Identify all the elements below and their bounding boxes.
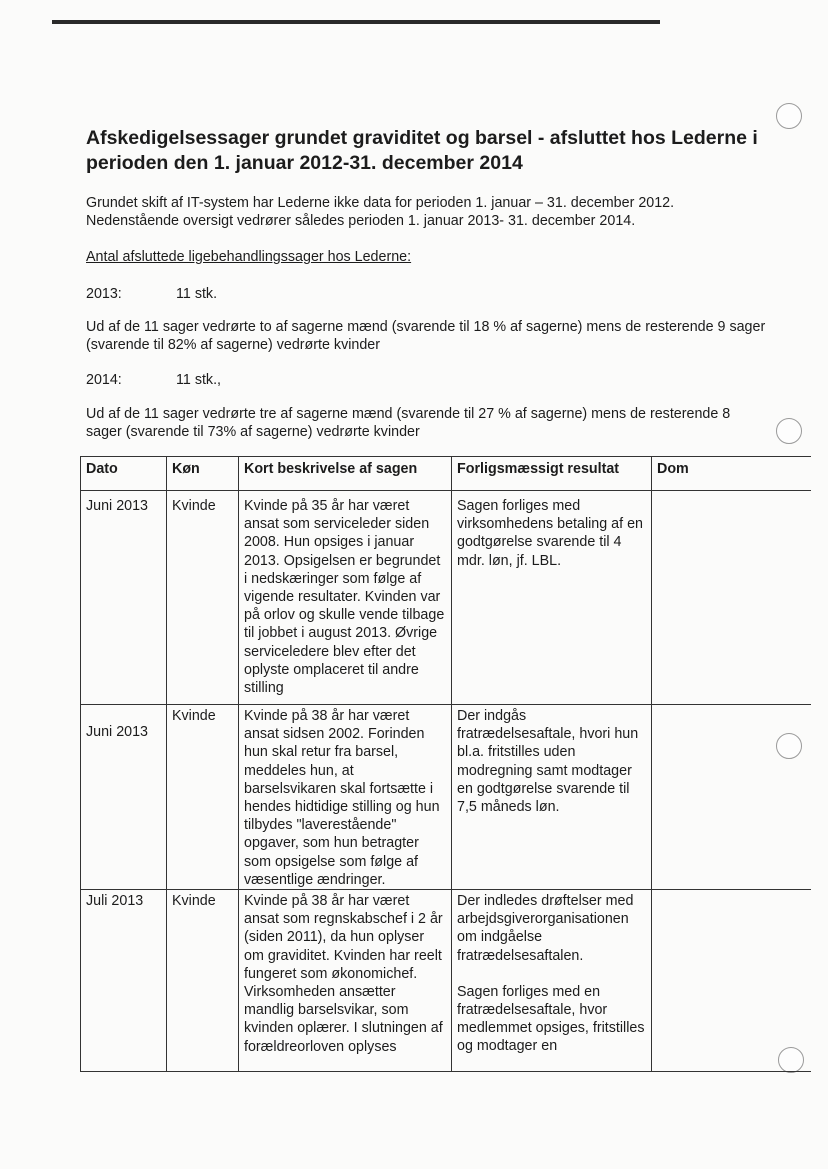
cell-beskrivelse: Kvinde på 38 år har været ansat sidsen 2002. Forinden hun skal retur fra barsel, meddeles hun, at barselsvikaren skal fortsætte i hendes hidtidige stilling og hun tilbydes "laverestående" opgaver, som hun betragter som opsigelse som følge af væsentlige ændringer. <box>239 705 452 890</box>
table-row <box>81 705 811 890</box>
column-header-koen: Køn <box>167 457 239 491</box>
column-header-dato: Dato <box>81 457 167 491</box>
cell-dato: Juli 2013 <box>81 890 167 1072</box>
cell-koen: Kvinde <box>167 890 239 1072</box>
summary-2013: Ud af de 11 sager vedrørte to af sagerne mænd (svarende til 18 % af sagerne) mens de resterende 9 sager (svarende til 82% af sagerne) vedrørte kvinder <box>86 319 766 353</box>
cell-dom <box>652 491 811 705</box>
year-2013-row <box>86 285 218 303</box>
cell-koen: Kvinde <box>167 491 239 705</box>
year-2013-label: 2013: <box>86 286 122 302</box>
cell-resultat-part1: Der indledes drøftelser med arbejdsgiverorganisationen om indgåelse fratrædelsesaftalen. <box>457 893 634 964</box>
year-2013-count: 11 stk. <box>176 286 218 302</box>
cell-dato: Juni 2013 <box>81 705 167 890</box>
table-row <box>81 491 811 705</box>
year-2014-row <box>86 371 222 389</box>
column-header-resultat: Forligsmæssigt resultat <box>452 457 652 491</box>
punch-hole <box>776 103 802 129</box>
summary-2014: Ud af de 11 sager vedrørte tre af sagerne mænd (svarende til 27 % af sagerne) mens de resterende 8 sager (svarende til 73% af sagerne) vedrørte kvinder <box>86 406 731 440</box>
top-rule <box>52 20 660 24</box>
cell-dom <box>652 705 811 890</box>
cell-dom <box>652 890 811 1072</box>
cell-beskrivelse: Kvinde på 38 år har været ansat som regnskabschef i 2 år (siden 2011), da hun oplyser om graviditet. Kvinden har reelt fungeret som økonomichef. Virksomheden ansætter mandlig barselsvikar, som kvinden oplærer. I slutningen af forældreorloven oplyses <box>239 890 452 1072</box>
table-header-row <box>81 457 811 491</box>
punch-hole <box>776 418 802 444</box>
cell-resultat-part2: Sagen forliges med en fratrædelsesaftale, hvor medlemmet opsiges, fritstilles og modtager en <box>457 983 645 1055</box>
column-header-dom: Dom <box>652 457 811 491</box>
cell-koen: Kvinde <box>167 705 239 890</box>
cases-table <box>80 456 811 1072</box>
table-row <box>81 890 811 1072</box>
section-heading: Antal afsluttede ligebehandlingssager hos Lederne: <box>86 249 412 265</box>
year-2014-count: 11 stk., <box>176 372 222 388</box>
cell-resultat: Der indgås fratrædelsesaftale, hvori hun bl.a. fritstilles uden modregning samt modtager en godtgørelse svarende til 7,5 måneds løn. <box>452 705 652 890</box>
year-2014-label: 2014: <box>86 372 122 388</box>
cell-resultat <box>452 890 652 1072</box>
column-header-beskrivelse: Kort beskrivelse af sagen <box>239 457 452 491</box>
cell-resultat: Sagen forliges med virksomhedens betaling af en godtgørelse svarende til 4 mdr. løn, jf. LBL. <box>452 491 652 705</box>
intro-paragraph: Grundet skift af IT-system har Lederne ikke data for perioden 1. januar – 31. december 2012. Nedenstående oversigt vedrører således perioden 1. januar 2013- 31. december 2014. <box>86 195 675 229</box>
page-title: Afskedigelsessager grundet graviditet og barsel - afsluttet hos Lederne i perioden den 1. januar 2012-31. december 2014 <box>86 127 758 174</box>
cell-beskrivelse: Kvinde på 35 år har været ansat som serviceleder siden 2008. Hun opsiges i januar 2013. Opsigelsen er begrundet i nedskæringer som følge af vigende resultater. Kvinden var på orlov og skulle vende tilbage til jobbet i august 2013. Øvrige serviceledere blev efter det oplyste omplaceret til andre stilling <box>239 491 452 705</box>
cell-dato: Juni 2013 <box>81 491 167 705</box>
